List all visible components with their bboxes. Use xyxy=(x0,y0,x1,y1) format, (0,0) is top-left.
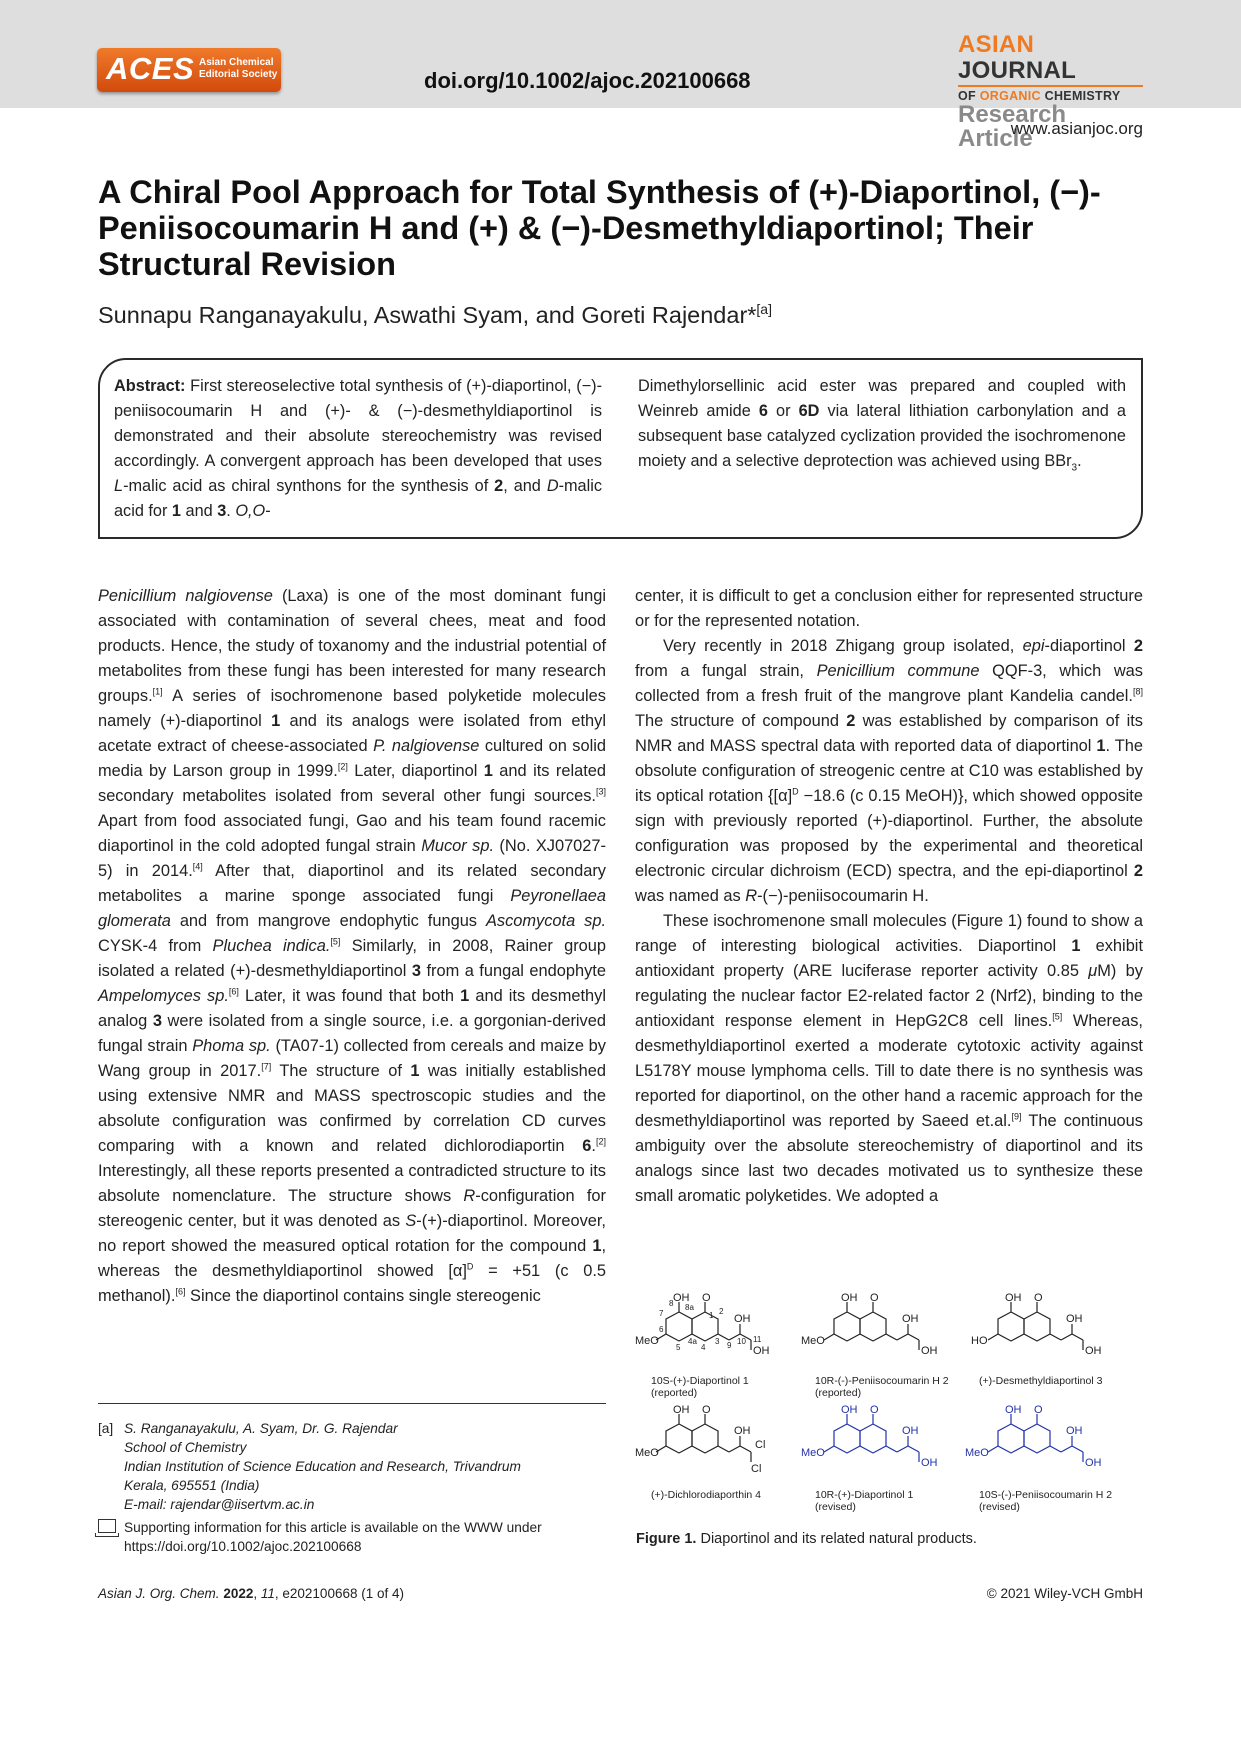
computer-icon xyxy=(98,1519,116,1533)
aces-logo[interactable] xyxy=(97,48,281,92)
svg-text:OH: OH xyxy=(673,1404,690,1416)
affiliation-marker: [a] xyxy=(756,301,772,318)
body-paragraph: Very recently in 2018 Zhigang group isolated, epi-diaportinol 2 from a fungal strain, Penicillium commune QQF-3, which was collected from a fresh fruit of the mangrove plant Kandelia candel.[8] The structure of compound 2 was established by comparison of its NMR and MASS spectral data with reported data of diaportinol 1. The obsolute configuration of streogenic centre at C10 was established by its optical rotation {$[\alpha]^D -18.6$ (c 0.15 MeOH)}, which showed opposite sign with previously reported (+)-diaportinol. Further, the absolute configuration was proposed by the experimental and theoretical electronic circular dichroism (ECD) spectra, and the epi-diaportinol 2 was named as R-(−)-peniisocoumarin H. xyxy=(635,637,1143,905)
svg-text:(reported): (reported) xyxy=(815,1387,862,1399)
svg-text:(+)-Desmethyldiaportinol 3: (+)-Desmethyldiaportinol 3 xyxy=(979,1375,1103,1387)
svg-text:10: 10 xyxy=(737,1337,746,1346)
svg-text:8a: 8a xyxy=(685,1303,694,1312)
svg-text:8: 8 xyxy=(669,1299,674,1308)
abstract-box xyxy=(98,358,1143,539)
svg-text:MeO: MeO xyxy=(635,1447,659,1459)
author-list: Sunnapu Ranganayakulu, Aswathi Syam, and Goreti Rajendar*[a] xyxy=(98,301,772,328)
svg-text:3: 3 xyxy=(715,1337,720,1346)
svg-text:OH: OH xyxy=(734,1313,751,1325)
svg-text:10S-(-)-Peniisocoumarin H 2: 10S-(-)-Peniisocoumarin H 2 xyxy=(979,1489,1113,1501)
svg-text:MeO: MeO xyxy=(965,1447,989,1459)
svg-text:OH: OH xyxy=(902,1425,919,1437)
affiliation-footnote: [a] S. Ranganayakulu, A. Syam, Dr. G. Rajendar School of Chemistry Indian Institution of Science Education and Research, Trivandrum Kerala, 695551 (India) E-mail: rajendar@iisertvm.ac.in xyxy=(98,1419,618,1514)
svg-text:O: O xyxy=(702,1292,711,1304)
journal-logo[interactable]: ASIAN JOURNAL OF ORGANIC CHEMISTRY Research Article xyxy=(958,32,1143,151)
svg-text:OH: OH xyxy=(841,1404,858,1416)
svg-text:10R-(+)-Diaportinol 1: 10R-(+)-Diaportinol 1 xyxy=(815,1489,914,1501)
svg-text:OH: OH xyxy=(1085,1345,1102,1357)
svg-text:OH: OH xyxy=(673,1292,690,1304)
article-title: A Chiral Pool Approach for Total Synthesis of (+)-Diaportinol, (−)-Peniisocoumarin H and (+) & (−)-Desmethyldiaportinol; Their Structural Revision xyxy=(98,174,1101,282)
svg-text:(revised): (revised) xyxy=(979,1501,1020,1513)
svg-text:7: 7 xyxy=(659,1309,664,1318)
body-column-right xyxy=(635,584,1143,1209)
svg-text:(+)-Dichlorodiaporthin 4: (+)-Dichlorodiaporthin 4 xyxy=(651,1489,762,1501)
body-paragraph: These isochromenone small molecules (Figure 1) found to show a range of interesting biological activities. Diaportinol 1 exhibit antioxidant property (ARE luciferase reporter activity 0.85 μM) by regulating the nuclear factor E2-related factor 2 (Nrf2), binding to the antioxidant response element in HepG2C8 cell lines.[5] Whereas, desmethyldiaportinol exerted a moderate cytotoxic activity against L5178Y mouse lymphoma cells. Till to date there is no synthesis was reported for diaportinol, on the other hand a racemic approach for the desmethyldiaportinol was reported by Saeed et.al.[9] The continuous ambiguity over the absolute stereochemistry of diaportinol and its analogs since last two decades motivated us to synthesize these small aromatic polyketides. We adopted a xyxy=(635,912,1144,1205)
figure-1-structures xyxy=(635,1292,1145,1516)
page-citation: Asian J. Org. Chem. 2022, 11, e202100668 (1 of 4) xyxy=(98,1586,404,1601)
supporting-info-note xyxy=(98,1518,618,1556)
svg-text:OH: OH xyxy=(921,1457,938,1469)
svg-text:4: 4 xyxy=(701,1343,706,1352)
footnote-divider xyxy=(98,1403,606,1404)
doi-link[interactable]: doi.org/10.1002/ajoc.202100668 xyxy=(424,68,751,93)
svg-text:10R-(-)-Peniisocoumarin H 2: 10R-(-)-Peniisocoumarin H 2 xyxy=(815,1375,949,1387)
body-paragraph: Penicillium nalgiovense (Laxa) is one of the most dominant fungi associated with contamination of several chees, meat and food products. Hence, the study of toxanomy and the industrial potential of metabolites from these fungi has been interested for many research groups.[1] A series of isochromenone based polyketide molecules namely (+)-diaportinol 1 and its analogs were isolated from ethyl acetate extract of cheese-associated P. nalgiovense cultured on solid media by Larson group in 1999.[2] Later, diaportinol 1 and its related secondary metabolites isolated from several other fungi sources.[3] Apart from food associated fungi, Gao and his team found racemic diaportinol in the cold adopted fungal strain Mucor sp. (No. XJ07027-5) in 2014.[4] After that, diaportinol and its related secondary metabolites a marine sponge associated fungi Peyronellaea glomerata and from mangrove endophytic fungus Ascomycota sp. CYSK-4 from Pluchea indica.[5] Similarly, in 2008, Rainer group isolated a related (+)-desmethyldiaportinol 3 from a fungal endophyte Ampelomyces sp.[6] Later, it was found that both 1 and its desmethyl analog 3 were isolated from a single source, i.e. a gorgonian-derived fungal strain Phoma sp. (TA07-1) collected from cereals and maize by Wang group in 2017.[7] The structure of 1 was initially established using extensive NMR and MASS spectroscopic studies and the absolute configuration was confirmed by correlation CD curves comparing with a known and related dichlorodiaportin 6.[2] Interestingly, all these reports presented a contradicted structure to its absolute nomenclature. The structure shows R-configuration for stereogenic center, but it was denoted as S-(+)-diaportinol. Moreover, no report showed the measured optical rotation for the compound 1, whereas the desmethyldiaportinol showed $[\alpha]^D = +51$ (c 0.5 methanol).[6] Since the diaportinol contains single stereogenic xyxy=(98,587,606,1305)
body-paragraph: center, it is difficult to get a conclusion either for represented structure or for the represented notation. xyxy=(635,587,1143,630)
svg-text:OH: OH xyxy=(1066,1425,1083,1437)
figure-caption: Figure 1. Diaportinol and its related natural products. xyxy=(636,1531,977,1547)
svg-text:OH: OH xyxy=(734,1425,751,1437)
svg-text:(reported): (reported) xyxy=(651,1387,698,1399)
svg-text:11: 11 xyxy=(753,1335,762,1344)
abstract-label: Abstract: xyxy=(114,377,186,395)
aces-logo-subtitle: Asian Chemical Editorial Society xyxy=(199,57,278,80)
author-email-link[interactable]: E-mail: rajendar@iisertvm.ac.in xyxy=(124,1497,315,1512)
svg-text:OH: OH xyxy=(921,1345,938,1357)
body-column-left xyxy=(98,584,606,1309)
svg-text:O: O xyxy=(870,1404,879,1416)
svg-text:4a: 4a xyxy=(688,1337,697,1346)
svg-text:OH: OH xyxy=(1005,1404,1022,1416)
article-type: Research Article xyxy=(958,101,1067,152)
svg-text:Cl: Cl xyxy=(755,1439,766,1451)
aces-logo-word: ACES xyxy=(106,51,195,86)
svg-text:5: 5 xyxy=(676,1343,681,1352)
svg-text:O: O xyxy=(702,1404,711,1416)
chemical-structures-svg xyxy=(635,1292,1145,1516)
svg-text:O: O xyxy=(870,1292,879,1304)
svg-text:HO: HO xyxy=(971,1335,988,1347)
svg-text:(revised): (revised) xyxy=(815,1501,856,1513)
svg-text:6: 6 xyxy=(659,1325,664,1334)
svg-text:9: 9 xyxy=(727,1341,732,1350)
svg-text:OH: OH xyxy=(1066,1313,1083,1325)
svg-text:MeO: MeO xyxy=(635,1335,659,1347)
svg-text:MeO: MeO xyxy=(801,1447,825,1459)
svg-text:OH: OH xyxy=(902,1313,919,1325)
svg-text:OH: OH xyxy=(841,1292,858,1304)
journal-website-link[interactable]: www.asianjoc.org xyxy=(1010,119,1143,138)
supporting-info-link[interactable]: Supporting information for this article is available on the WWW under https://doi.org/10.1002/ajoc.202100668 xyxy=(124,1520,542,1554)
svg-text:Cl: Cl xyxy=(751,1463,762,1475)
svg-text:O: O xyxy=(1034,1404,1043,1416)
svg-text:O: O xyxy=(1034,1292,1043,1304)
svg-text:OH: OH xyxy=(1085,1457,1102,1469)
copyright-notice: © 2021 Wiley-VCH GmbH xyxy=(986,1586,1143,1601)
svg-text:MeO: MeO xyxy=(801,1335,825,1347)
svg-text:2: 2 xyxy=(719,1307,724,1316)
svg-text:OH: OH xyxy=(1005,1292,1022,1304)
svg-text:OH: OH xyxy=(753,1345,770,1357)
abstract-right-column: Dimethylorsellinic acid ester was prepared and coupled with Weinreb amide 6 or 6D via lateral lithiation carbonylation and a subsequent base catalyzed cyclization provided the isochromenone moiety and a selective deprotection was achieved using BBr$_3$. xyxy=(638,377,1126,474)
svg-text:10S-(+)-Diaportinol 1: 10S-(+)-Diaportinol 1 xyxy=(651,1375,749,1387)
svg-text:1: 1 xyxy=(709,1311,714,1320)
abstract-left-column: Abstract: First stereoselective total synthesis of (+)-diaportinol, (−)-peniisocoumarin H and (+)- & (−)-desmethyldiaportinol is demonstrated and their absolute stereochemistry was revised accordingly. A convergent approach has been developed that uses L-malic acid as chiral synthons for the synthesis of 2, and D-malic acid for 1 and 3. O,O- xyxy=(114,377,602,520)
